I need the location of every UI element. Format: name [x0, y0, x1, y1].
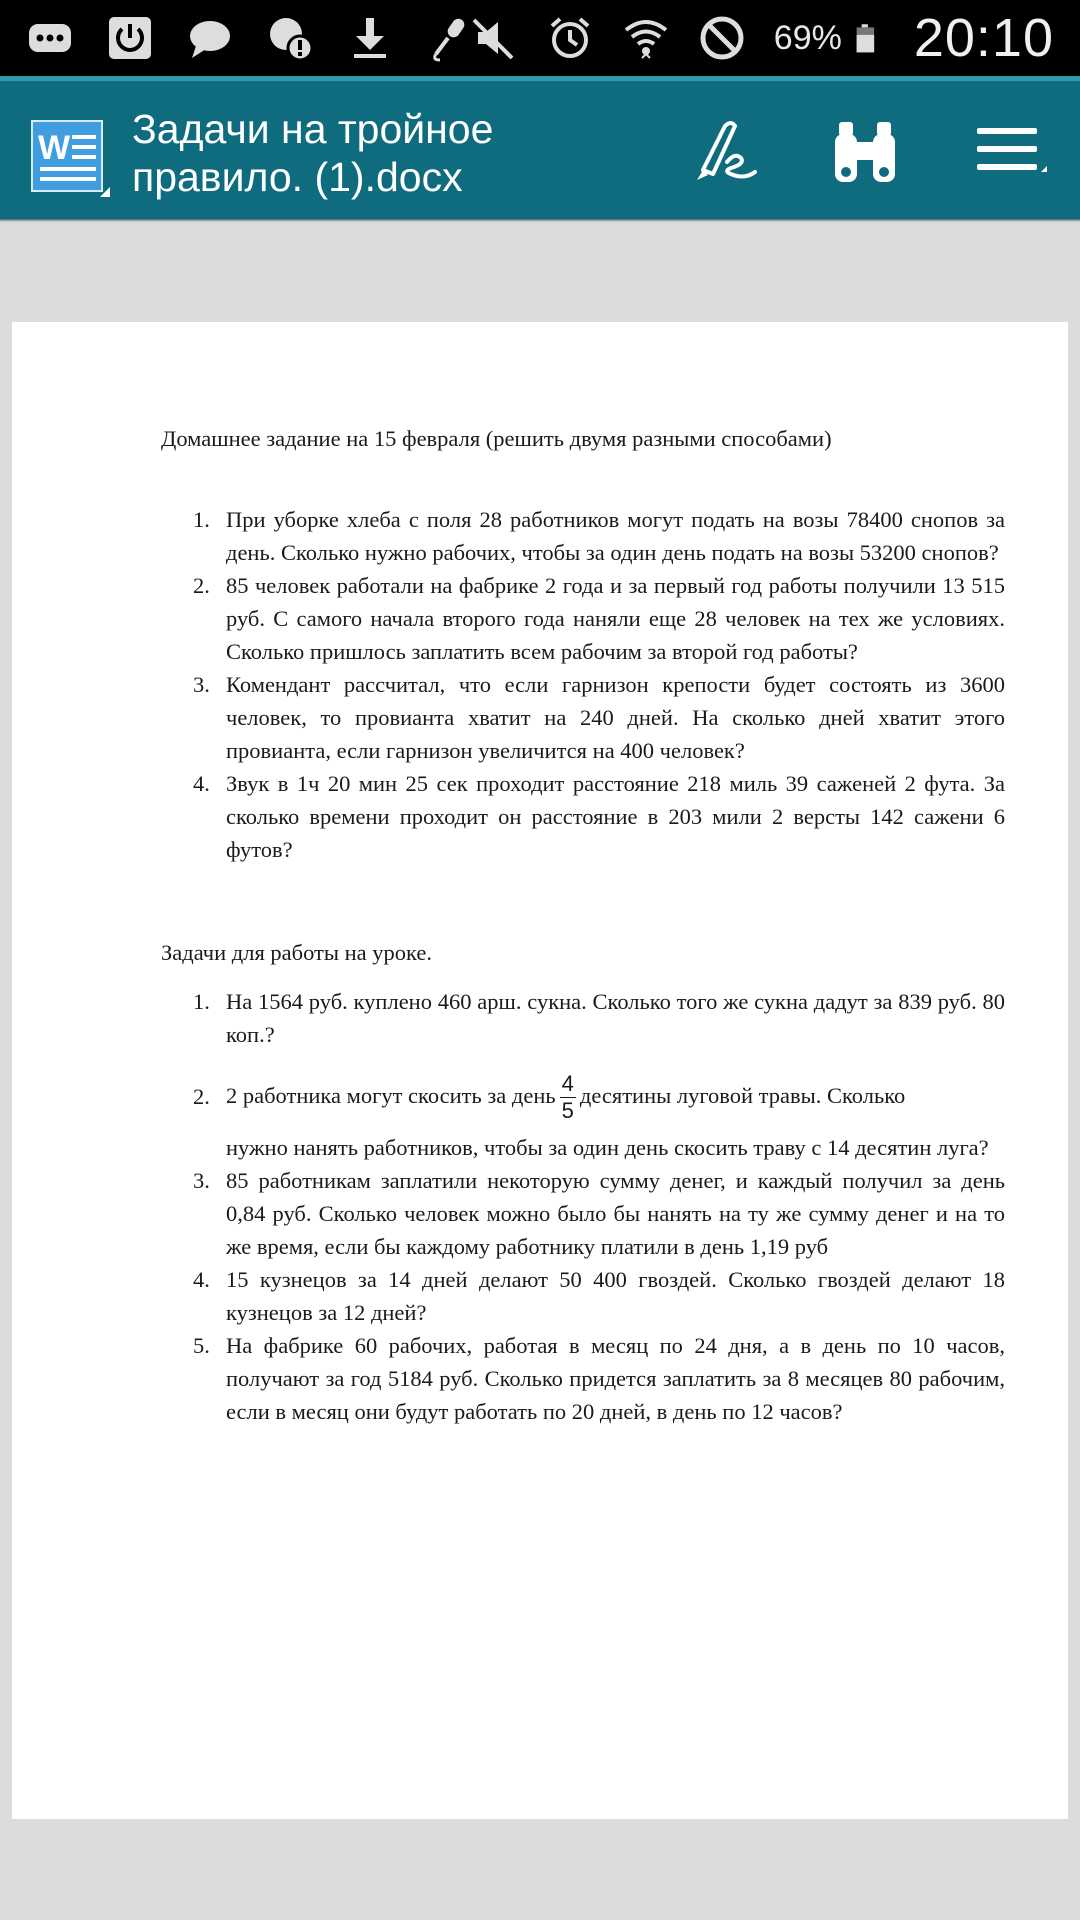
task-text: 85 человек работали на фабрике 2 года и за первый год работы получили 13 515 руб. С самого начала второго года наняли еще 28 человек на тех же условиях. Сколько пришлось заплатить всем рабочим за второй год работы? — [226, 573, 1005, 664]
alarm-icon — [546, 14, 594, 62]
homework-heading: Домашнее задание на 15 февраля (решить двумя разными способами) — [161, 426, 832, 451]
lesson-task-list — [161, 985, 1005, 1428]
homework-task-4 — [161, 767, 1005, 866]
homework-task-3 — [161, 668, 1005, 767]
wifi-icon — [622, 14, 670, 62]
task-text: Звук в 1ч 20 мин 25 сек проходит расстояние 218 миль 39 саженей 2 фута. За сколько времени проходит он расстояние в 203 мили 2 версты 142 сажени 6 футов? — [226, 771, 1005, 862]
document-content — [161, 422, 1005, 1428]
chat-bubbles-icon — [26, 14, 74, 62]
task-number: 5. — [193, 1333, 210, 1358]
clock: 20:10 — [913, 8, 1054, 68]
lesson-heading: Задачи для работы на уроке. — [161, 940, 433, 965]
fraction — [560, 1071, 576, 1124]
task-text: На 1564 руб. куплено 460 арш. сукна. Сколько того же сукна дадут за 839 руб. 80 коп.? — [226, 989, 1005, 1047]
lesson-task-3 — [161, 1164, 1005, 1263]
status-bar — [0, 0, 1080, 76]
mute-icon — [470, 14, 518, 62]
task-number: 2. — [193, 1084, 210, 1109]
task-number: 1. — [193, 507, 210, 532]
lesson-task-5 — [161, 1329, 1005, 1428]
task-number: 2. — [193, 573, 210, 598]
battery-percent: 69% — [773, 18, 842, 57]
homework-task-list — [161, 503, 1005, 866]
homework-task-1 — [161, 503, 1005, 569]
svg-text:W: W — [38, 129, 71, 167]
lesson-task-1 — [161, 985, 1005, 1051]
document-page[interactable] — [12, 322, 1068, 1819]
lesson-task-4 — [161, 1263, 1005, 1329]
task-text: нужно нанять работников, чтобы за один день скосить траву с 14 десятин луга? — [226, 1135, 989, 1160]
task-text-after-fraction: десятины луговой травы. Сколько — [579, 1083, 906, 1108]
download-icon — [346, 14, 394, 62]
alert-icon — [266, 14, 314, 62]
blocked-icon — [698, 14, 746, 62]
fraction-denominator: 5 — [561, 1098, 574, 1124]
lesson-task-2 — [161, 1061, 1005, 1164]
homework-task-2 — [161, 569, 1005, 668]
menu-icon — [967, 112, 1047, 192]
task-text: Комендант рассчитал, что если гарнизон крепости будет состоять из 3600 человек, то провианта хватит на 240 дней. На сколько дней хватит этого провианта, если гарнизон увеличится на 400 человек? — [226, 672, 1005, 763]
menu-button[interactable] — [962, 107, 1052, 197]
battery-icon — [856, 14, 886, 62]
task-text-before-fraction: 2 работника могут скосить за день — [226, 1083, 556, 1108]
task-number: 4. — [193, 1267, 210, 1292]
message-icon — [186, 14, 234, 62]
fraction-numerator: 4 — [561, 1071, 574, 1097]
task-number: 1. — [193, 989, 210, 1014]
microphone-icon — [426, 14, 474, 62]
word-document-icon[interactable] — [30, 117, 110, 197]
app-toolbar — [0, 76, 1080, 218]
document-title-line1: Задачи на тройное — [132, 106, 494, 152]
task-text: При уборке хлеба с поля 28 работников могут подать на возы 78400 снопов за день. Сколько нужно рабочих, чтобы за один день подать на возы 53200 снопов? — [226, 507, 1005, 565]
task-text: 15 кузнецов за 14 дней делают 50 400 гвоздей. Сколько гвоздей делают 18 кузнецов за 12 дней? — [226, 1267, 1005, 1325]
toolbar-shadow — [0, 218, 1080, 222]
task-text: 85 работникам заплатили некоторую сумму денег, и каждый получил за день 0,84 руб. Сколько человек можно было бы нанять на ту же сумму денег и на то же время, если бы каждому работнику платили в день 1,19 руб — [226, 1168, 1005, 1259]
binoculars-icon — [825, 112, 905, 192]
document-title — [132, 105, 652, 201]
task-number: 4. — [193, 771, 210, 796]
task-number: 3. — [193, 672, 210, 697]
document-title-line2: правило. (1).docx — [132, 154, 463, 200]
task-2-first-line — [226, 1061, 1005, 1131]
pen-edit-icon — [681, 112, 761, 192]
task-text: На фабрике 60 рабочих, работая в месяц по 24 дня, а в день по 10 часов, получают за год 5184 руб. Сколько придется заплатить за 8 месяцев 80 рабочим, если в месяц они будут работать по 20 дней, в день по 12 часов? — [226, 1333, 1005, 1424]
find-button[interactable] — [820, 107, 910, 197]
edit-button[interactable] — [676, 107, 766, 197]
power-icon — [106, 14, 154, 62]
task-number: 3. — [193, 1168, 210, 1193]
